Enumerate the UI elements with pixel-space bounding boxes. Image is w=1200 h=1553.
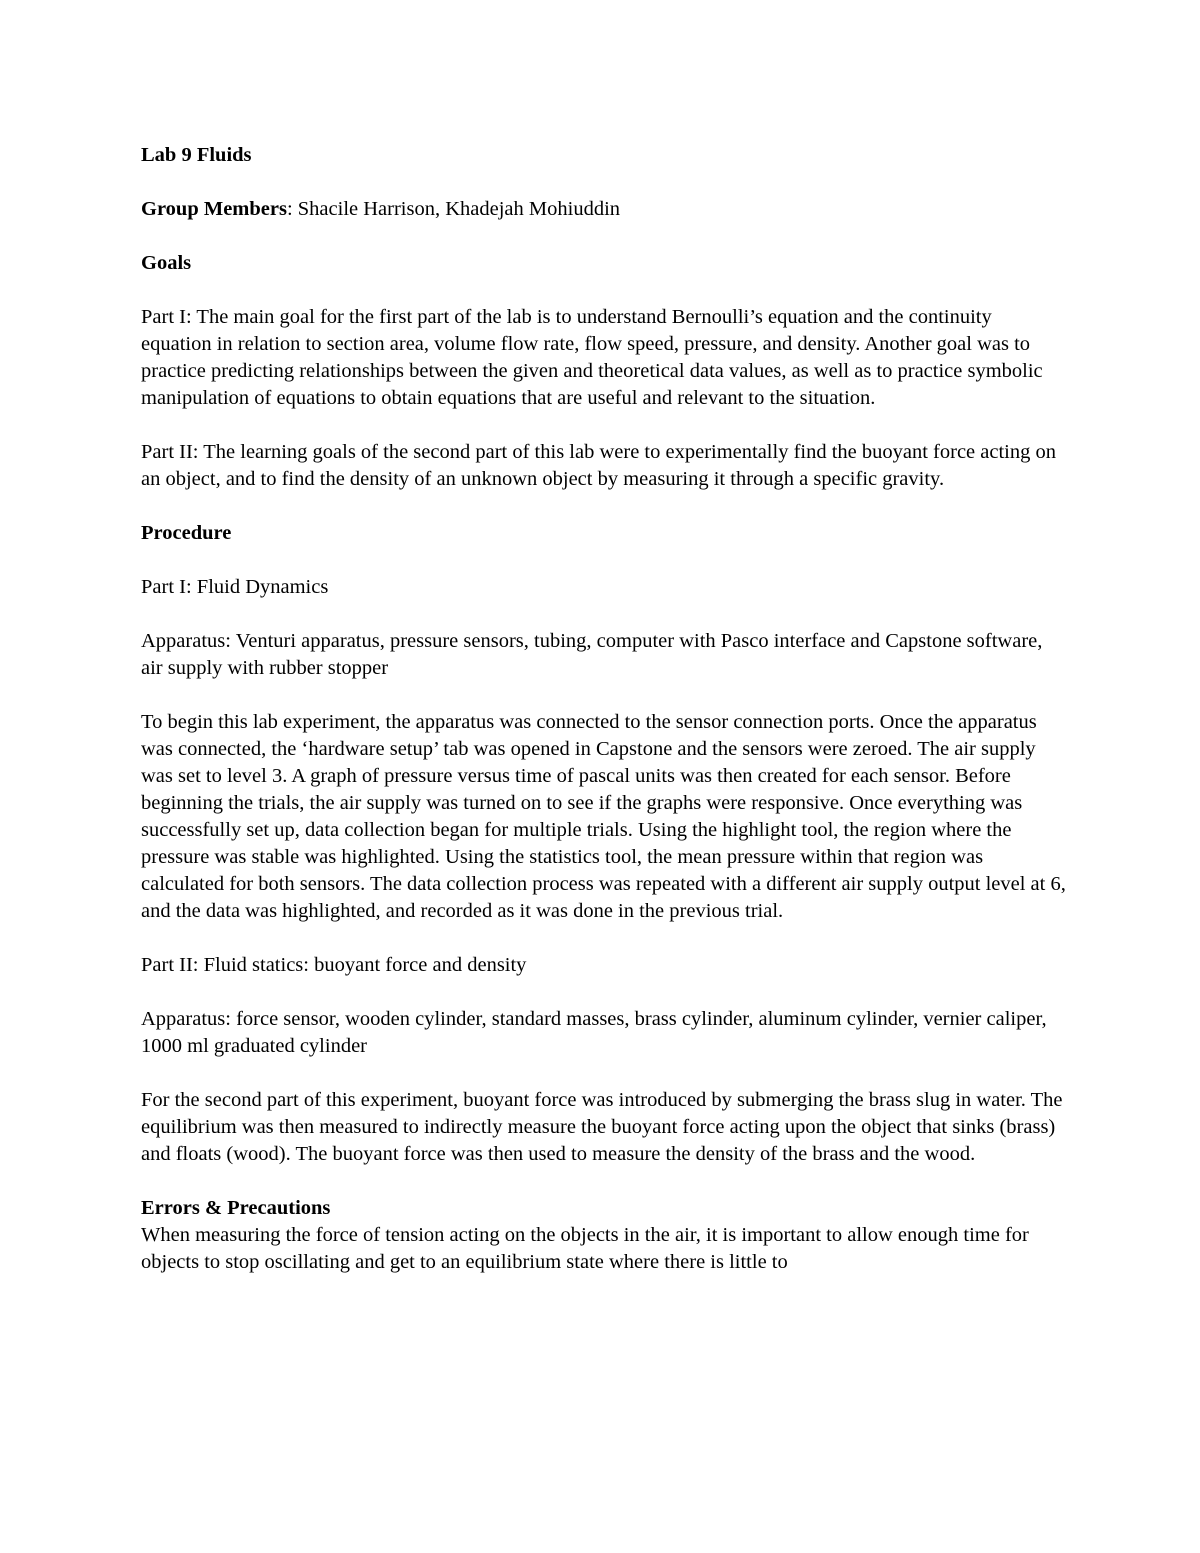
part1-title: Part I: Fluid Dynamics bbox=[141, 576, 329, 598]
group-members-label: Group Members bbox=[141, 198, 287, 220]
goals-heading: Goals bbox=[141, 252, 192, 274]
procedure-heading: Procedure bbox=[141, 522, 232, 544]
group-members-value: : Shacile Harrison, Khadejah Mohiuddin bbox=[286, 198, 621, 220]
goals-part1-paragraph: Part I: The main goal for the first part of the lab is to understand Bernoulli’s equation and the continuity equation in relation to section area, volume flow rate, flow speed, pressure, and density. Another goal was to practice predicting relationships between the given and theoretical data values, as well as to practice symbolic manipulation of equations to obtain equations that are useful and relevant to the situation. bbox=[141, 306, 1043, 409]
errors-paragraph: When measuring the force of tension acting on the objects in the air, it is important to allow enough time for objects to stop oscillating and get to an equilibrium state where there is little to bbox=[141, 1224, 1029, 1273]
document-body bbox=[141, 142, 1066, 1276]
part2-procedure-paragraph: For the second part of this experiment, buoyant force was introduced by submerging the brass slug in water. The equilibrium was then measured to indirectly measure the buoyant force acting upon the object that sinks (brass) and floats (wood). The buoyant force was then used to measure the density of the brass and the wood. bbox=[141, 1089, 1063, 1165]
group-members-line bbox=[141, 196, 1066, 223]
errors-heading: Errors & Precautions bbox=[141, 1197, 331, 1219]
part1-procedure-paragraph: To begin this lab experiment, the apparatus was connected to the sensor connection ports. Once the apparatus was connected, the ‘hardware setup’ tab was opened in Capstone and the sensors were zeroed. The air supply was set to level 3. A graph of pressure versus time of pascal units was then created for each sensor. Before beginning the trials, the air supply was turned on to see if the graphs were responsive. Once everything was successfully set up, data collection began for multiple trials. Using the highlight tool, the region where the pressure was stable was highlighted. Using the statistics tool, the mean pressure within that region was calculated for both sensors. The data collection process was repeated with a different air supply output level at 6, and the data was highlighted, and recorded as it was done in the previous trial. bbox=[141, 711, 1066, 922]
goals-part2-paragraph: Part II: The learning goals of the second part of this lab were to experimentally find the buoyant force acting on an object, and to find the density of an unknown object by measuring it through a specific gravity. bbox=[141, 441, 1056, 490]
part1-apparatus-paragraph: Apparatus: Venturi apparatus, pressure sensors, tubing, computer with Pasco interface and Capstone software, air supply with rubber stopper bbox=[141, 630, 1043, 679]
part2-title: Part II: Fluid statics: buoyant force and density bbox=[141, 954, 527, 976]
part2-apparatus-paragraph: Apparatus: force sensor, wooden cylinder, standard masses, brass cylinder, aluminum cylinder, vernier caliper, 1000 ml graduated cylinder bbox=[141, 1008, 1047, 1057]
document-title: Lab 9 Fluids bbox=[141, 144, 252, 166]
